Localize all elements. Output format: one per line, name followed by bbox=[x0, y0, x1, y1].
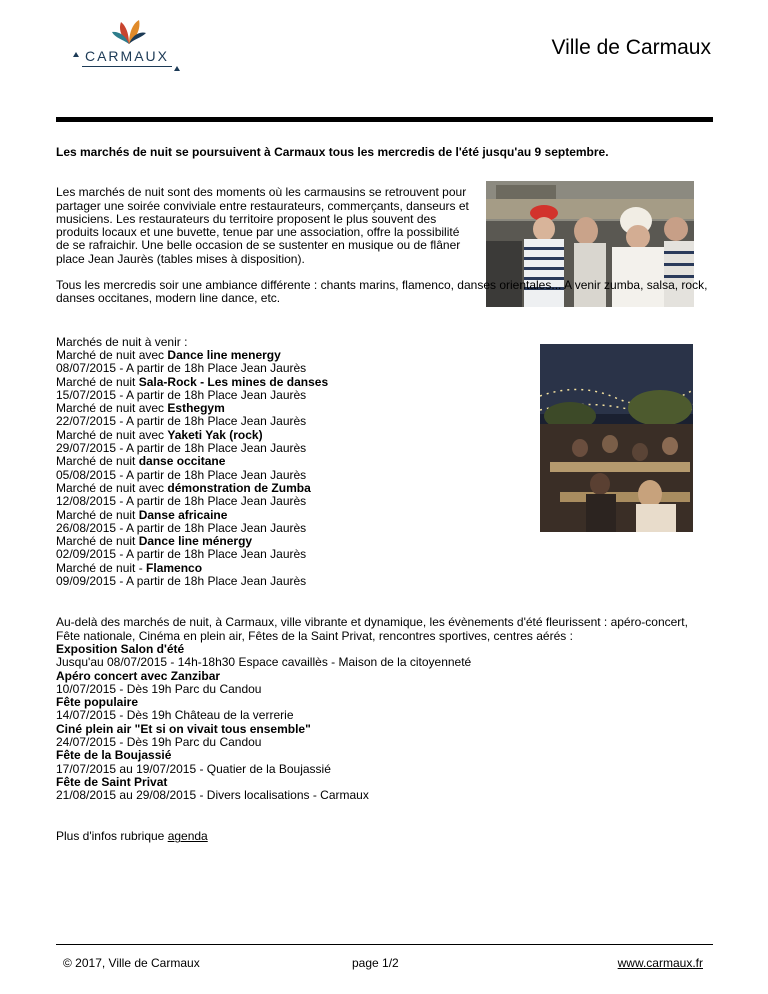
market-item bbox=[56, 349, 713, 376]
footer-website-link[interactable]: www.carmaux.fr bbox=[617, 956, 703, 970]
market-name: Yaketi Yak (rock) bbox=[167, 427, 263, 442]
intro-paragraph: Les marchés de nuit sont des moments où les carmausins se retrouvent pour partager une soirée conviviale entre restaurateurs, commerçants, danseurs et musiciens. Les restaurateurs du territoire proposent le plus souvent des produits locaux et une buvette, tenue par une association, offre la possibilité de se rafraichir. Une belle occasion de se sustenter en musique ou de flâner place Jean Jaurès (tables mises à disposition). bbox=[56, 185, 469, 266]
upcoming-title: Marchés de nuit à venir : bbox=[56, 334, 188, 349]
logo-triangle-left-icon bbox=[73, 52, 79, 57]
market-name: Dance line menergy bbox=[167, 347, 281, 362]
market-prefix: Marché de nuit avec bbox=[56, 480, 168, 495]
market-date: 12/08/2015 - A partir de 18h Place Jean Jaurès bbox=[56, 494, 307, 509]
market-date: 02/09/2015 - A partir de 18h Place Jean Jaurès bbox=[56, 547, 307, 562]
market-name: Esthegym bbox=[167, 401, 225, 416]
event-detail: 14/07/2015 - Dès 19h Château de la verrerie bbox=[56, 708, 294, 723]
event-detail: Jusqu'au 08/07/2015 - 14h-18h30 Espace cavaillès - Maison de la citoyenneté bbox=[56, 655, 472, 670]
event-detail: 21/08/2015 au 29/08/2015 - Divers localisations - Carmaux bbox=[56, 788, 369, 803]
header-divider bbox=[56, 117, 713, 122]
market-item bbox=[56, 376, 713, 403]
more-info-prefix: Plus d'infos rubrique bbox=[56, 829, 168, 844]
logo-underline bbox=[82, 66, 172, 67]
market-prefix: Marché de nuit bbox=[56, 454, 139, 469]
logo-triangle-right-icon bbox=[174, 66, 180, 71]
carmaux-logo[interactable] bbox=[72, 18, 182, 74]
footer-divider bbox=[56, 944, 713, 945]
event-name: Fête populaire bbox=[56, 695, 139, 710]
market-prefix: Marché de nuit avec bbox=[56, 401, 168, 416]
market-item bbox=[56, 455, 713, 482]
event-detail: 17/07/2015 au 19/07/2015 - Quatier de la Boujassié bbox=[56, 761, 331, 776]
event-item bbox=[56, 643, 713, 670]
market-item bbox=[56, 535, 713, 562]
more-info bbox=[56, 830, 713, 843]
event-name: Exposition Salon d'été bbox=[56, 641, 185, 656]
market-title bbox=[56, 402, 713, 415]
article-headline: Les marchés de nuit se poursuivent à Carmaux tous les mercredis de l'été jusqu'au 9 septembre. bbox=[56, 145, 609, 159]
market-title bbox=[56, 455, 713, 468]
ambiance-paragraph: Tous les mercredis soir une ambiance différente : chants marins, flamenco, danses orientales... A venir zumba, salsa, rock, danses occitanes, modern line dance, etc. bbox=[56, 278, 708, 306]
footer-page-number: page 1/2 bbox=[352, 956, 399, 970]
market-item bbox=[56, 509, 713, 536]
agenda-link[interactable]: agenda bbox=[167, 829, 208, 844]
market-item bbox=[56, 402, 713, 429]
event-item bbox=[56, 670, 713, 697]
market-name: Danse africaine bbox=[138, 507, 228, 522]
event-item bbox=[56, 776, 713, 803]
market-title bbox=[56, 535, 713, 548]
market-title bbox=[56, 482, 713, 495]
market-prefix: Marché de nuit avec bbox=[56, 427, 168, 442]
market-title bbox=[56, 349, 713, 362]
market-title bbox=[56, 562, 713, 575]
market-prefix: Marché de nuit - bbox=[56, 560, 147, 575]
event-name: Fête de la Boujassié bbox=[56, 748, 172, 763]
event-detail: 24/07/2015 - Dès 19h Parc du Candou bbox=[56, 734, 262, 749]
market-name: Sala-Rock - Les mines de danses bbox=[138, 374, 329, 389]
market-date: 15/07/2015 - A partir de 18h Place Jean Jaurès bbox=[56, 387, 307, 402]
market-title bbox=[56, 376, 713, 389]
event-name: Apéro concert avec Zanzibar bbox=[56, 668, 221, 683]
event-item bbox=[56, 723, 713, 750]
leaf-emblem-icon bbox=[112, 18, 146, 44]
market-name: démonstration de Zumba bbox=[167, 480, 311, 495]
logo-text: CARMAUX bbox=[84, 48, 169, 64]
market-title bbox=[56, 509, 713, 522]
market-date: 08/07/2015 - A partir de 18h Place Jean Jaurès bbox=[56, 361, 307, 376]
market-prefix: Marché de nuit bbox=[56, 534, 139, 549]
event-name: Ciné plein air "Et si on vivait tous ensemble" bbox=[56, 721, 311, 736]
event-item bbox=[56, 749, 713, 776]
event-item bbox=[56, 696, 713, 723]
article-body bbox=[56, 146, 713, 844]
event-detail: 10/07/2015 - Dès 19h Parc du Candou bbox=[56, 681, 262, 696]
event-name: Fête de Saint Privat bbox=[56, 774, 168, 789]
events-list bbox=[56, 643, 713, 803]
market-item bbox=[56, 562, 713, 589]
market-prefix: Marché de nuit bbox=[56, 374, 139, 389]
market-item bbox=[56, 429, 713, 456]
market-title bbox=[56, 429, 713, 442]
market-prefix: Marché de nuit avec bbox=[56, 347, 168, 362]
site-title: Ville de Carmaux bbox=[551, 36, 711, 59]
footer-copyright: © 2017, Ville de Carmaux bbox=[63, 956, 200, 970]
markets-list bbox=[56, 349, 713, 588]
market-name: danse occitane bbox=[138, 454, 226, 469]
market-name: Dance line ménergy bbox=[138, 534, 253, 549]
market-date: 26/08/2015 - A partir de 18h Place Jean Jaurès bbox=[56, 520, 307, 535]
market-item bbox=[56, 482, 713, 509]
market-date: 22/07/2015 - A partir de 18h Place Jean Jaurès bbox=[56, 414, 307, 429]
market-prefix: Marché de nuit bbox=[56, 507, 139, 522]
market-date: 29/07/2015 - A partir de 18h Place Jean Jaurès bbox=[56, 441, 307, 456]
market-date: 09/09/2015 - A partir de 18h Place Jean Jaurès bbox=[56, 574, 307, 589]
market-date: 05/08/2015 - A partir de 18h Place Jean Jaurès bbox=[56, 467, 307, 482]
events-intro: Au-delà des marchés de nuit, à Carmaux, ville vibrante et dynamique, les évènements d'été fleurissent : apéro-concert, Fête nationale, Cinéma en plein air, Fêtes de la Saint Privat, rencontres sportives, centres aérés : bbox=[56, 615, 688, 643]
market-name: Flamenco bbox=[146, 560, 203, 575]
